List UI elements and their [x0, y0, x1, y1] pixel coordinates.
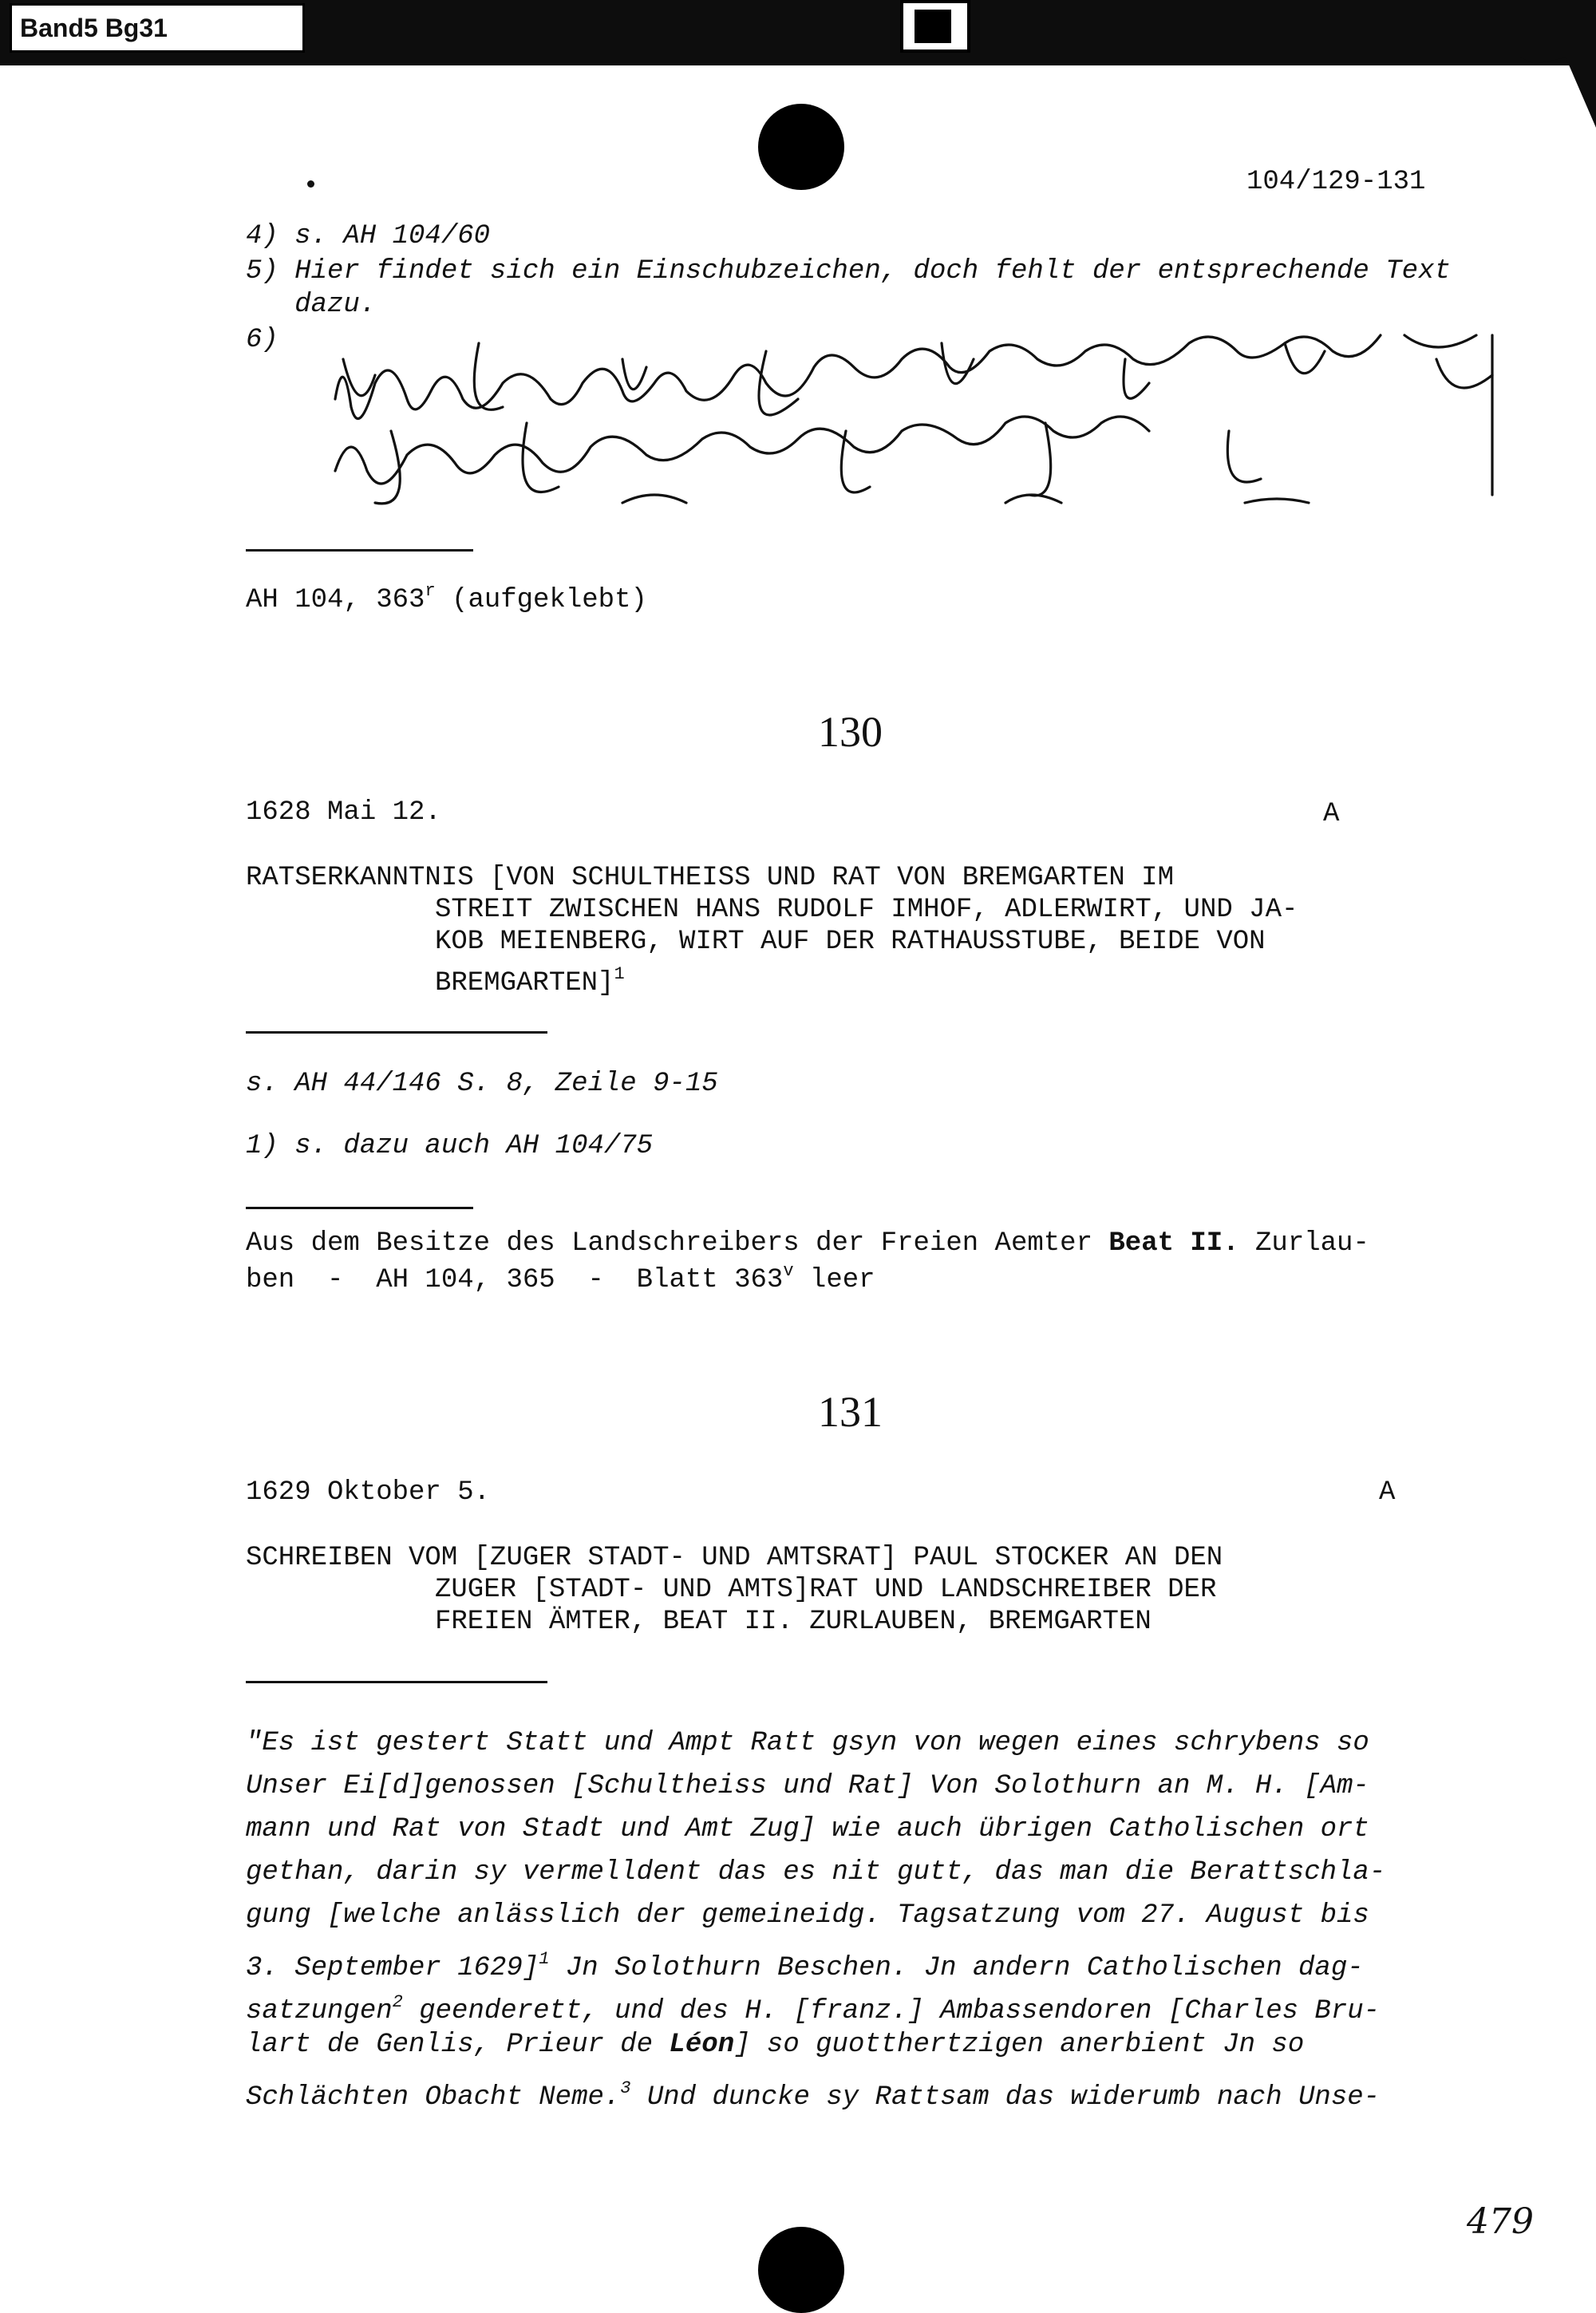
registration-box-icon	[900, 0, 970, 53]
provenance-text: Aus dem Besitze des Landschreibers der Freien Aemter	[246, 1228, 1109, 1259]
handwritten-excerpt-image	[287, 311, 1508, 511]
body-segment: satzungen	[246, 1996, 393, 2026]
footnote-5-line2: dazu.	[246, 290, 377, 320]
doc131-body-line6	[246, 1943, 1364, 1985]
body-segment: Jn Solothurn Beschen. Jn andern Catholischen dag-	[549, 1953, 1364, 1983]
provenance-superscript: v	[783, 1261, 794, 1281]
body-segment: ] so guotthertzigen anerbient Jn so	[734, 2030, 1305, 2060]
body-segment: Und duncke sy Rattsam das widerumb nach Unse-	[630, 2082, 1381, 2113]
doc130-date: 1628 Mai 12.	[246, 797, 441, 828]
doc130-title-line4-text: BREMGARTEN]	[435, 968, 614, 998]
doc131-marker: A	[1379, 1477, 1396, 1508]
footnote-ref-2: 2	[392, 1992, 403, 2012]
doc130-title-line1: RATSERKANNTNIS [VON SCHULTHEISS UND RAT VON BREMGARTEN IM	[246, 863, 1174, 893]
footnote-ref-3: 3	[620, 2078, 631, 2098]
doc131-body-line8	[246, 2029, 1304, 2062]
doc131-body-line5: gung [welche anlässlich der gemeineidg. Tagsatzung vom 27. August bis	[246, 1900, 1369, 1931]
volume-tag-label: Band5 Bg31	[20, 14, 168, 42]
doc131-body-line1: "Es ist gestert Statt und Ampt Ratt gsyn von wegen eines schrybens so	[246, 1728, 1369, 1758]
volume-tag	[10, 3, 305, 53]
footnote-5-line1: 5) Hier findet sich ein Einschubzeichen, doch fehlt der entsprechende Text	[246, 256, 1451, 287]
doc131-body-line3: mann und Rat von Stadt und Amt Zug] wie auch übrigen Catholischen ort	[246, 1814, 1369, 1844]
source-line-129	[246, 575, 647, 617]
footnote-4: 4) s. AH 104/60	[246, 221, 491, 251]
doc131-title-line3: FREIEN ÄMTER, BEAT II. ZURLAUBEN, BREMGARTEN	[435, 1607, 1152, 1637]
doc131-title-line1: SCHREIBEN VOM [ZUGER STADT- UND AMTSRAT] PAUL STOCKER AN DEN	[246, 1543, 1223, 1573]
doc130-title-superscript: 1	[614, 964, 625, 984]
source-129-text: AH 104, 363	[246, 585, 425, 615]
provenance-text-end: Zurlau-	[1238, 1228, 1369, 1259]
doc131-body-line7	[246, 1986, 1380, 2028]
provenance-bold-name: Beat II.	[1108, 1228, 1239, 1259]
doc130-marker: A	[1323, 799, 1340, 829]
body-segment: geenderett, und des H. [franz.] Ambassendoren [Charles Bru-	[402, 1996, 1381, 2026]
doc130-title-line4	[435, 958, 625, 1000]
doc131-body-line2: Unser Ei[d]genossen [Schultheiss und Rat] Von Solothurn an M. H. [Am-	[246, 1771, 1369, 1801]
doc130-title-line3: KOB MEIENBERG, WIRT AUF DER RATHAUSSTUBE, BEIDE VON	[435, 927, 1266, 957]
document-number-131: 131	[818, 1388, 883, 1436]
provenance-line2-tail: leer	[793, 1265, 875, 1295]
page-reference: 104/129-131	[1246, 167, 1426, 197]
source-129-tail: (aufgeklebt)	[435, 585, 647, 615]
source-129-superscript: r	[425, 581, 436, 601]
footnote-6: 6)	[246, 325, 279, 355]
doc130-reference: s. AH 44/146 S. 8, Zeile 9-15	[246, 1069, 718, 1099]
document-number-130: 130	[818, 708, 883, 756]
doc130-provenance-line2	[246, 1255, 875, 1297]
punch-hole-bottom-icon	[758, 2227, 844, 2313]
doc131-title-line2: ZUGER [STADT- UND AMTS]RAT UND LANDSCHREIBER DER	[435, 1575, 1217, 1605]
body-bold-name: Léon	[669, 2030, 735, 2060]
doc131-date: 1629 Oktober 5.	[246, 1477, 491, 1508]
punch-hole-top-icon	[758, 104, 844, 190]
doc131-body-line4: gethan, darin sy vermelldent das es nit gutt, das man die Berattschla-	[246, 1857, 1386, 1888]
handwritten-page-number: 479	[1467, 2201, 1534, 2242]
doc130-title-line2: STREIT ZWISCHEN HANS RUDOLF IMHOF, ADLERWIRT, UND JA-	[435, 895, 1298, 925]
separator-rule	[246, 549, 473, 552]
body-segment: Schlächten Obacht Neme.	[246, 2082, 621, 2113]
doc130-footnote-1: 1) s. dazu auch AH 104/75	[246, 1131, 654, 1161]
doc131-body-line9	[246, 2072, 1380, 2114]
provenance-line2-text: ben - AH 104, 365 - Blatt 363	[246, 1265, 784, 1295]
bullet-dot	[307, 180, 314, 188]
separator-rule	[246, 1681, 547, 1683]
body-segment: lart de Genlis, Prieur de	[246, 2030, 670, 2060]
footnote-ref-1: 1	[539, 1949, 550, 1969]
body-segment: 3. September 1629]	[246, 1953, 539, 1983]
separator-rule	[246, 1031, 547, 1034]
separator-rule	[246, 1207, 473, 1209]
